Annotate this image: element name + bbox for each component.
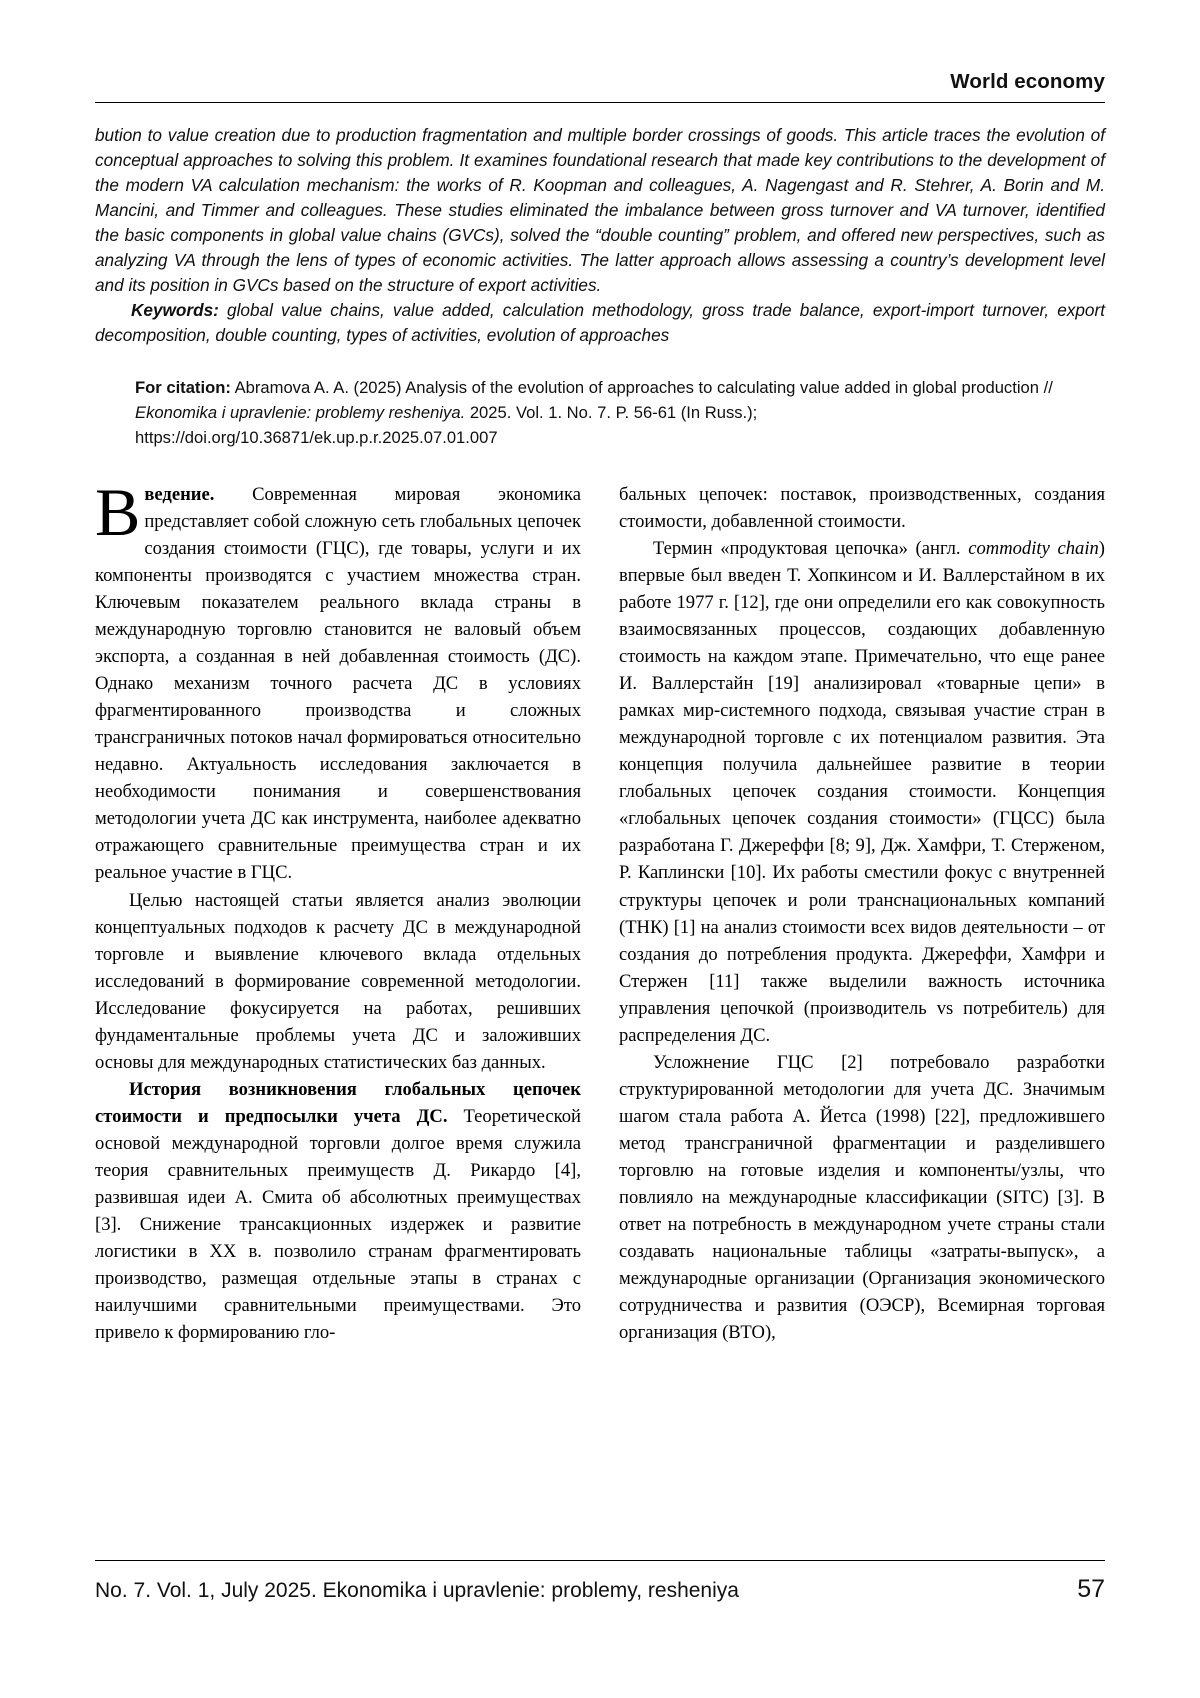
keywords-label: Keywords:: [131, 300, 219, 321]
keywords-list: global value chains, value added, calculation methodology, gross trade balance, export-import turnover, export decomposition, double counting, types of activities, evolution of approaches: [95, 300, 1105, 346]
running-head-title: World economy: [950, 70, 1105, 93]
citation-block: [135, 376, 1065, 451]
left-column: [95, 473, 581, 1347]
body-columns: [95, 473, 1105, 1347]
right-column: [619, 481, 1105, 1347]
intro-lead-in: ведение.: [144, 483, 215, 505]
page-number: 57: [1077, 1575, 1105, 1603]
intro-paragraph-text: Современная мировая экономика представляет собой сложную сеть глобальных цепочек создания стоимости (ГЦС), где товары, услуги и их компоненты производятся с участием множества стран. Ключевым показателем реального вклада страны в международную торговлю становится не валовый объем экспорта, а созданная в ней добавленная стоимость (ДС). Однако механизм точного расчета ДС в условиях фрагментированного производства и сложных трансграничных потоков начал формироваться относительно недавно. Актуальность исследования заключается в необходимости понимания и совершенствования методологии учета ДС как инструмента, наиболее адекватно отражающего сравнительные преимущества стран и их реальное участие в ГЦС.: [95, 483, 581, 884]
footer-divider: [95, 1560, 1105, 1561]
page-footer: [95, 1560, 1105, 1604]
left-paragraph-3-text: Теоретической основой международной торговли долгое время служила теория сравнительных преимуществ Д. Рикардо [4], развившая идеи А. Смита об абсолютных преимуществах [3]. Снижение трансакционных издержек и развитие логистики в XX в. позволило странам фрагментировать производство, размещая отдельные этапы в странах с наилучшими сравнительными преимуществами. Это привело к формированию гло-: [95, 1105, 581, 1344]
right-paragraph-2: [619, 535, 1105, 1049]
citation-label: For citation:: [135, 378, 231, 398]
citation-journal: Ekonomika i upravlenie: problemy resheniya.: [135, 403, 466, 423]
right-paragraph-2-pre: Термин «продуктовая цепочка» (англ.: [653, 537, 969, 559]
left-paragraph-3: [95, 1076, 581, 1346]
page-content: [95, 70, 1105, 1346]
citation-part2: 2025. Vol. 1. No. 7. P. 56-61 (In Russ.); https://doi.org/10.36871/ek.up.p.r.2025.07.01.007: [135, 403, 758, 447]
section-heading-history: История возникновения глобальных цепочек стоимости и предпосылки учета ДС.: [95, 1078, 581, 1127]
right-paragraph-2-post: ) впервые был введен Т. Хопкинсом и И. Валлерстайном в их работе 1977 г. [12], где они определили его как совокупность взаимосвязанных процессов, создающих добавленную стоимость на каждом этапе. Примечательно, что еще ранее И. Валлерстайн [19] анализировал «товарные цепи» в рамках мир-системного подхода, связывая участие стран в международной торговле с их потенциалом развития. Эта концепция получила дальнейшее развитие в теории глобальных цепочек создания стоимости. Концепция «глобальных цепочек создания стоимости» (ГЦСС) была разработана Г. Джереффи [8; 9], Дж. Хамфри, Т. Стерженом, Р. Каплински [10]. Их работы сместили фокус с внутренней структуры цепочек и роли транснациональных компаний (ТНК) [1] на анализ стоимости всех видов деятельности – от создания до потребления продукта. Джереффи, Хамфри и Стержен [11] также выделили важность источника управления цепочкой (производитель vs потребитель) для распределения ДС.: [619, 537, 1105, 1046]
running-head: [95, 70, 1105, 102]
footer-journal-line: No. 7. Vol. 1, July 2025. Ekonomika i upravlenie: problemy, resheniya: [95, 1579, 739, 1602]
abstract-text: bution to value creation due to production fragmentation and multiple border crossings of goods. This article traces the evolution of conceptual approaches to solving this problem. It examines foundational research that made key contributions to the development of the modern VA calculation mechanism: the works of R. Koopman and colleagues, A. Nagengast and R. Stehrer, A. Borin and M. Mancini, and Timmer and colleagues. These studies eliminated the imbalance between gross turnover and VA turnover, identified the basic components in global value chains (GVCs), solved the “double counting” problem, and offered new perspectives, such as analyzing VA through the lens of types of economic activities. The latter approach allows assessing a country’s development level and its position in GVCs based on the structure of export activities.: [95, 125, 1105, 296]
drop-cap: В: [95, 473, 141, 550]
left-paragraph-2: Целью настоящей статьи является анализ эволюции концептуальных подходов к расчету ДС в международной торговле и выявление ключевого вклада отдельных исследований в формирование современной методологии. Исследование фокусируется на работах, решивших фундаментальные проблемы учета ДС и заложивших основы для международных статистических баз данных.: [95, 889, 581, 1073]
intro-paragraph: [95, 473, 581, 887]
header-divider: [95, 102, 1105, 103]
right-paragraph-1: бальных цепочек: поставок, производственных, создания стоимости, добавленной стоимости.: [619, 483, 1105, 532]
footer-row: [95, 1575, 1105, 1604]
term-commodity-chain: commodity chain: [968, 537, 1099, 559]
citation-part1: Abramova A. A. (2025) Analysis of the evolution of approaches to calculating value added in global production //: [230, 378, 1053, 398]
right-paragraph-3: Усложнение ГЦС [2] потребовало разработки структурированной методологии для учета ДС. Значимым шагом стала работа А. Йетса (1998) [22], предложившего метод трансграничной фрагментации и разделившего торговлю на готовые изделия и компоненты/узлы, что повлияло на международные классификации (SITC) [3]. В ответ на потребность в международном учете страны стали создавать национальные таблицы «затраты-выпуск», а международные организации (Организация экономического сотрудничества и развития (ОЭСР), Всемирная торговая организация (ВТО),: [619, 1051, 1105, 1344]
keywords-block: [95, 298, 1105, 348]
